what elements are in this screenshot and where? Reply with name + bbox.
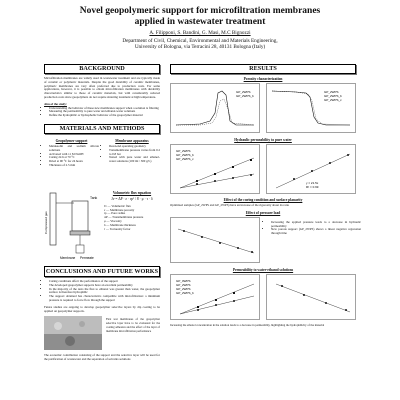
mem-item: • Tested with pure water and ethanol-water solutions (100 ml / 300 g/L): [109, 156, 160, 164]
conclusion-item: • The support obtained has characteristics compatible with microfiltration: a minimum pressure is required to force flow through the support: [49, 295, 160, 303]
ethanol-title: Permeability to water-ethanol solutions: [232, 267, 294, 272]
poster: [44, 0, 361, 400]
tank-shape: [72, 201, 88, 231]
hydraulic-row: [170, 144, 356, 196]
affiliation-line-2: University of Bologna, via Terracini 28, 40131 Bologna (Italy): [134, 44, 266, 51]
apparatus-block: [104, 137, 160, 164]
legend-entry: GP_0WPS: [176, 278, 191, 283]
fit-r2: R² = 0.99: [306, 185, 319, 189]
ethanol-row: [170, 274, 356, 322]
conclusions-list: [44, 280, 160, 303]
effect-note: Optimized samples (GP_2WPS and GP_2WPS) have an increase of the rigorosity about its ratio: [170, 203, 290, 207]
legend-entry: GP_2WPS: [176, 286, 191, 291]
fit-equation: y = 21.5x: [306, 181, 319, 185]
ethanol-chart-2: [266, 274, 356, 320]
geopolymer-title: Geopolymer support: [55, 138, 88, 143]
var-item: rp — Pore radius: [104, 211, 126, 216]
var-item: ε — Membrane porosity: [104, 207, 135, 212]
geo-item: • Thickness of 2.5 mm: [49, 164, 99, 168]
data-point: [214, 180, 216, 182]
data-point: [196, 180, 198, 182]
pressure-note: • New porous support (GP_2WPS) shows a linear negative regression through time: [271, 228, 361, 236]
data-point: [345, 309, 347, 311]
background-header: BACKGROUND: [44, 64, 160, 74]
coating-sem-image: [44, 316, 102, 350]
pressure-row: [170, 217, 361, 265]
mem-item: • Dead-end operating geometry: [109, 145, 160, 149]
aim-list: [44, 107, 160, 118]
geopolymer-block: [44, 137, 99, 168]
data-point: [197, 306, 199, 308]
conclusion-item: • In the majority of the tests the flux to ethanol was greater than water, the geopolymer surface is therefore hydrophilic: [49, 288, 160, 296]
materials-header: MATERIALS AND METHODS: [44, 124, 160, 134]
data-point: [232, 177, 234, 179]
affiliation-line-1: Department of Civil, Chemical, Environmental and Materials Engineering,: [122, 38, 278, 45]
pressure-chart: [170, 217, 260, 263]
geo-item: • Dried at 90 °C for 24 hours: [49, 160, 99, 164]
membrane-shape: [70, 231, 90, 235]
apparatus-figure: [44, 189, 160, 261]
data-point: [293, 178, 295, 180]
porosity-title: Porosity characterization: [243, 77, 283, 81]
data-point: [197, 309, 199, 311]
legend-entry: GP_2WPS_c: [324, 98, 342, 102]
aim-label: Aim of the study:: [44, 101, 67, 106]
geo-item: • Metakaolin and sodium silicate solutions: [49, 145, 99, 153]
data-point: [303, 294, 305, 296]
gas-cylinder-shape: [50, 193, 56, 245]
geo-item: • Activated with 11 M NaOH: [49, 153, 99, 157]
title-line-2: applied in wastewater treatment: [134, 16, 266, 27]
aim-item: • Define the hydrophilic or hydrophobic behavior of the geopolymer material: [49, 114, 160, 118]
permeate-label: Permeate: [80, 255, 94, 260]
data-point: [311, 170, 313, 172]
future-text: Future studies are ongoing to develop geopolymer selective layers by dip coating to be applied on geopolymer supports.: [44, 304, 160, 313]
gas-label: Compressed gas: [44, 211, 48, 234]
porosity-row: [170, 83, 356, 135]
legend-entry: GP_2WPS: [324, 90, 339, 94]
methods-grid: [44, 137, 160, 189]
data-point: [201, 236, 203, 238]
results-header: RESULTS: [170, 64, 356, 74]
legend-entry: GP_2WPS: [176, 282, 191, 287]
aim-item: • Understanding the behavior of these new membranes support when a solution is filtering: [49, 107, 160, 111]
legend-entry: GP_2WPS_b: [176, 290, 194, 295]
legend-entry: GP_2WPS: [236, 90, 251, 94]
coating-figure-row: [44, 316, 160, 352]
author-block: [44, 30, 356, 51]
left-column: [44, 64, 160, 362]
effect-title: Effect of the curing condition and surface planarity: [223, 198, 303, 202]
apparatus-diagram: [44, 189, 102, 261]
tank-label: Tank: [90, 195, 98, 200]
poster-title: [44, 6, 356, 27]
data-point: [214, 173, 216, 175]
closing-text: The economic contribution consisting of the support and the selective layer will be used for the purification of wastewater and the separation of solvents solutions: [44, 353, 160, 362]
porosity-chart-2: [266, 83, 356, 133]
right-column: [170, 64, 361, 328]
equation-title: Volumetric flux equation: [112, 190, 152, 195]
var-item: μ — Viscosity: [104, 218, 122, 223]
mem-item: • Transmembrane pressure varies from 0.2 to 0.8 bar: [109, 149, 160, 157]
legend-entry: GP_2WPS_c: [176, 157, 194, 161]
hydraulic-chart-2: [266, 144, 356, 194]
data-point: [183, 230, 185, 232]
data-point: [347, 154, 349, 156]
data-point: [329, 162, 331, 164]
conclusions-header: CONCLUSIONS AND FUTURE WORKS: [45, 267, 159, 275]
ethanol-note: Increasing the ethanol concentration in the solution leads to a decrease in permeability, highlighting the hydrophilicity of the material: [170, 322, 325, 327]
legend-entry: GP_2WPS_b: [324, 94, 342, 98]
author-names: A. Filipponi, S. Bandini, G. Masi, M.C Bignozzi: [149, 30, 251, 36]
hydraulic-title: Hydraulic permeability to pure water: [234, 138, 292, 142]
data-point: [233, 292, 235, 294]
aim-item: • Measuring the permeability to pure water and ethanol-water solutions: [49, 110, 160, 114]
conclusion-item: • The developed geopolymer supports have an excellent permeability: [49, 284, 160, 288]
pressure-notes: [266, 221, 361, 236]
data-point: [281, 285, 283, 287]
geo-item: • Curing 24 h at 70 °C: [49, 156, 99, 160]
permeate-vessel: [76, 245, 84, 253]
var-item: δ — Membrane thickness: [104, 222, 136, 227]
data-point: [196, 183, 198, 185]
pressure-title: Effect of pressure load: [245, 210, 281, 215]
coating-note: First test membranes of the geopolymer selective layer have to be evaluated for the coating adhesion and the effect of the layer of membrane microfiltration performance: [106, 317, 160, 333]
data-point: [233, 300, 235, 302]
data-point: [250, 174, 252, 176]
porosity-chart-1: [170, 83, 260, 133]
legend-entry: GP_2WPS_b: [236, 94, 254, 98]
legend-entry: GP_2WPS_b: [176, 153, 194, 157]
var-item: τ — Tortuosity factor: [104, 226, 131, 231]
apparatus-list: [104, 145, 160, 164]
legend-entry: GP_2WPS: [176, 149, 191, 153]
flux-equation: Jv = ΔP · ε · rp² / 8 · μ · τ · δ: [111, 196, 153, 201]
background-text: Microfiltration membranes are widely used in wastewater treatment and are typically made of ceramic or polymeric materials. Despite the good durability of ceramic membranes, polymeric membranes are very often preferred due to production costs. For some applications, however, it is possible to obtain microfiltration membranes with durability characteristics similar to those of ceramic materials, but with considerably reduced production costs since geopolymers do not require sintering treatment at high temperature.: [44, 76, 160, 99]
data-point: [251, 251, 253, 253]
var-item: ΔP — Transmembrane pressure: [104, 215, 144, 220]
geopolymer-list: [44, 145, 99, 168]
conclusion-item: • Curing conditions affect the performance of the support: [49, 280, 160, 284]
var-item: Jv — Volumetric flux: [104, 203, 131, 208]
data-point: [250, 159, 252, 161]
data-point: [215, 299, 217, 301]
pressure-note: • Increasing the applied pressure leads to a decrease in hydraulic permeability: [271, 221, 361, 229]
data-point: [215, 304, 217, 306]
apparatus-title: Membrane apparatus: [115, 138, 149, 143]
data-point: [325, 302, 327, 304]
hydraulic-chart-1: [170, 144, 260, 194]
data-point: [237, 247, 239, 249]
title-line-1: Novel geopolymeric support for microfiltration membranes: [79, 6, 321, 16]
membrane-label: Membrane: [60, 255, 76, 260]
equation-block: [104, 189, 160, 231]
data-point: [232, 166, 234, 168]
data-point: [219, 242, 221, 244]
ethanol-chart-1: [170, 274, 260, 320]
